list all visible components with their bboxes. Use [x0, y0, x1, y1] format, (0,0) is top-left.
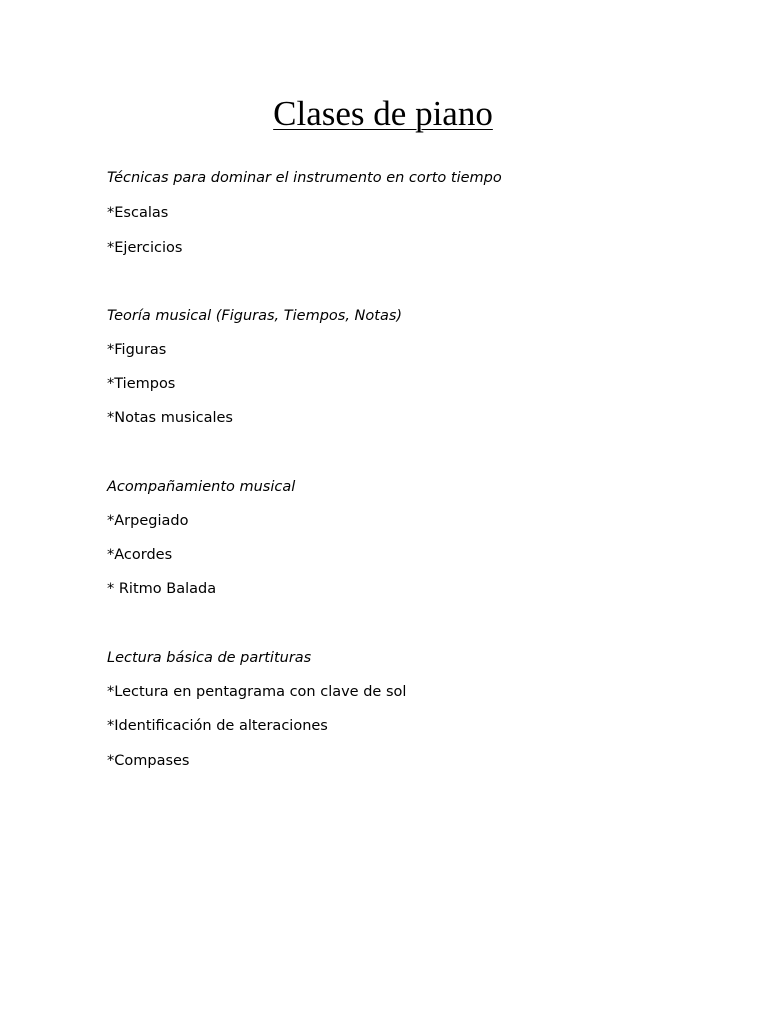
list-item: *Escalas	[107, 205, 169, 221]
list-item: *Identificación de alteraciones	[107, 718, 328, 734]
list-item: *Ejercicios	[107, 240, 183, 256]
list-item: *Lectura en pentagrama con clave de sol	[107, 684, 407, 700]
section-heading-tecnicas: Técnicas para dominar el instrumento en corto tiempo	[107, 170, 502, 186]
list-item: * Ritmo Balada	[107, 581, 217, 597]
list-item: *Figuras	[107, 342, 167, 358]
list-item: *Tiempos	[107, 376, 176, 392]
list-item: *Arpegiado	[107, 513, 189, 529]
list-item: *Compases	[107, 753, 190, 769]
section-heading-lectura: Lectura básica de partituras	[107, 650, 312, 666]
section-heading-acompanamiento: Acompañamiento musical	[107, 479, 296, 495]
list-item: *Acordes	[107, 547, 173, 563]
section-heading-teoria: Teoría musical (Figuras, Tiempos, Notas)	[107, 308, 403, 324]
page-title: Clases de piano	[273, 94, 493, 133]
list-item: *Notas musicales	[107, 410, 233, 426]
